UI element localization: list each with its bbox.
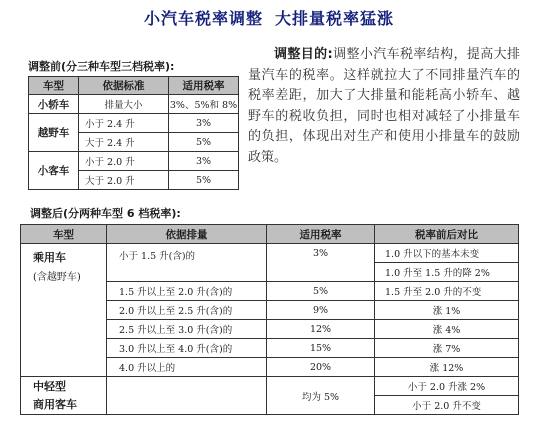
compare-cell: 涨 12% [375,358,519,377]
compare-cell: 涨 1% [375,301,519,320]
column-header: 车型 [29,77,79,95]
purpose-paragraph [248,45,520,168]
vehicle-type-cell: 小客车 [29,152,79,190]
rate-cell: 9% [267,301,375,320]
compare-cell: 1.0 升至 1.5 升的降 2% [375,263,519,282]
vehicle-type-cell: 越野车 [29,114,79,152]
before-table [28,76,239,190]
basis-cell: 小于 2.0 升 [79,152,169,171]
table-row [21,377,519,396]
compare-cell: 小于 2.0 升涨 2% [375,377,519,396]
column-header: 适用税率 [267,225,375,244]
rate-cell: 3% [169,114,239,133]
rate-cell: 均为 5% [267,377,375,415]
compare-cell: 小于 2.0 升不变 [375,396,519,415]
basis-cell: 大于 2.0 升 [79,171,169,190]
compare-cell: 涨 7% [375,339,519,358]
basis-cell: 2.0 升以上至 2.5 升(含)的 [107,301,267,320]
vehicle-type-cell [21,377,107,415]
rate-cell: 20% [267,358,375,377]
table-row [29,114,239,133]
rate-cell: 5% [169,171,239,190]
compare-cell: 涨 4% [375,320,519,339]
rate-cell: 15% [267,339,375,358]
table-row [29,152,239,171]
column-header: 适用税率 [169,77,239,95]
purpose-text: 调整小汽车税率结构，提高大排量汽车的税率。这样就拉大了不同排量汽车的税率差距，加大了大排量和能耗高小轿车、越野车的税收负担，同时也相对减轻了小排量车的负担，体现出对生产和使用小排量车的鼓励政策。 [248,47,520,165]
compare-cell: 1.0 升以下的基本未变 [375,244,519,263]
title-part-1: 小汽车税率调整 [143,9,263,28]
vehicle-type-label-2: 商用客车 [33,397,77,411]
basis-cell: 大于 2.4 升 [79,133,169,152]
basis-cell [107,377,267,415]
basis-cell: 小于 1.5 升(含)的 [107,244,267,282]
table-row [21,244,519,263]
rate-cell: 3% [267,244,375,282]
table-header-row [21,225,519,244]
vehicle-type-cell [21,244,107,377]
after-caption: 调整后(分两种车型 6 档税率): [30,207,181,220]
vehicle-type-cell: 小轿车 [29,95,79,114]
basis-cell: 3.0 升以上至 4.0 升(含)的 [107,339,267,358]
rate-cell: 5% [267,282,375,301]
column-header: 依据排量 [107,225,267,244]
purpose-lead: 调整目的: [274,47,333,62]
compare-cell: 1.5 升至 2.0 升的不变 [375,282,519,301]
vehicle-type-label: 中轻型 [33,379,66,393]
basis-cell: 排量大小 [79,95,169,114]
column-header: 车型 [21,225,107,244]
table-row [29,95,239,114]
rate-cell: 3% [169,152,239,171]
rate-cell: 12% [267,320,375,339]
after-table [20,224,519,415]
rate-cell: 5% [169,133,239,152]
vehicle-type-label: 乘用车 [33,251,66,264]
vehicle-type-note: (含越野车) [33,272,81,283]
basis-cell: 2.5 升以上至 3.0 升(含)的 [107,320,267,339]
column-header: 依据标准 [79,77,169,95]
table-header-row [29,77,239,95]
before-caption: 调整前(分三种车型三档税率): [28,60,175,73]
rate-cell: 3%、5%和 8% [169,95,239,114]
basis-cell: 小于 2.4 升 [79,114,169,133]
basis-cell: 4.0 升以上的 [107,358,267,377]
basis-cell: 1.5 升以上至 2.0 升(含)的 [107,282,267,301]
page-title [0,6,538,29]
title-part-2: 大排量税率猛涨 [275,9,395,28]
column-header: 税率前后对比 [375,225,519,244]
